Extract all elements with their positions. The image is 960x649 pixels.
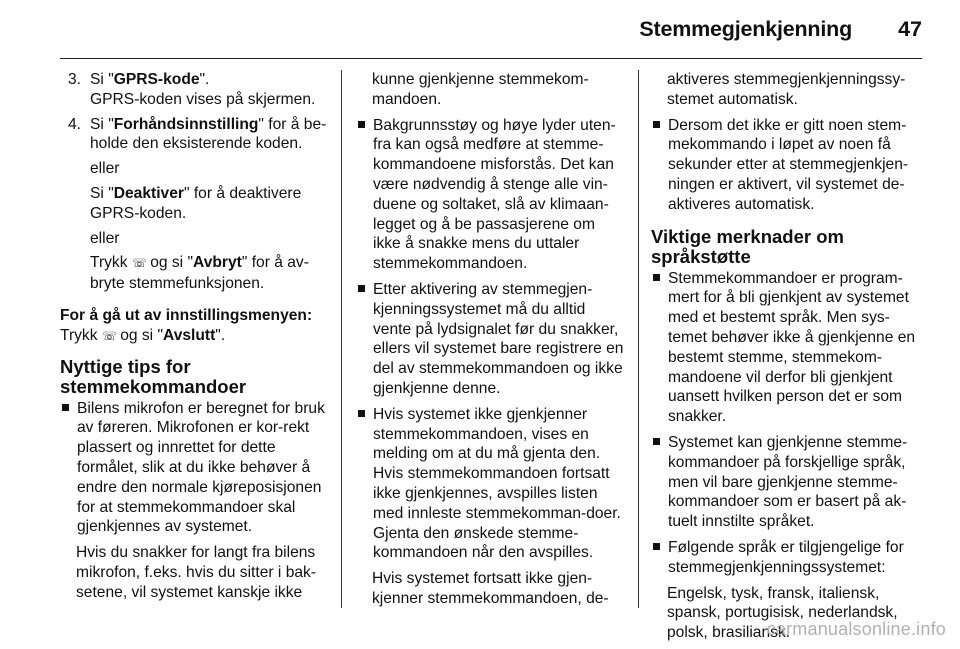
bullet-text: Dersom det ikke er gitt noen stem-mekommando i løpet av noen få sekunder etter at stemmegjenkjen-ningen er aktivert, vil systemet de-aktiveres automatisk. bbox=[668, 116, 909, 213]
step-number: 4. bbox=[68, 115, 82, 133]
square-bullet-icon bbox=[651, 269, 668, 427]
menu-term: GPRS-kode bbox=[113, 71, 200, 88]
section-heading-language bbox=[651, 227, 926, 267]
list-item bbox=[651, 433, 926, 532]
step-3 bbox=[60, 70, 330, 90]
heading-line: språkstøtte bbox=[651, 245, 751, 267]
text: Si " bbox=[90, 184, 114, 202]
square-bullet-icon bbox=[651, 538, 668, 578]
text: ". bbox=[199, 71, 210, 88]
list-item bbox=[356, 116, 626, 274]
step-4 bbox=[60, 115, 330, 155]
bullet-text: Systemet kan gjenkjenne stemme-kommandoer på forskjellige språk, men vil bare gjenkjenne stemme-kommandoer som er basert på ak-tuelt innstilte språket. bbox=[668, 433, 908, 531]
square-bullet-icon bbox=[356, 116, 373, 274]
exit-heading: For å gå ut av innstillingsmenyen: bbox=[60, 306, 313, 324]
square-bullet-icon bbox=[651, 433, 668, 532]
text: Trykk bbox=[90, 254, 132, 272]
phone-hook-icon: ☏ bbox=[101, 328, 117, 343]
text: og si " bbox=[115, 326, 164, 344]
text: " for å deaktivere GPRS-koden. bbox=[90, 184, 302, 222]
square-bullet-icon bbox=[356, 405, 373, 563]
header-divider bbox=[60, 58, 922, 59]
list-item bbox=[651, 269, 926, 427]
heading-line: stemmekommandoer bbox=[60, 375, 247, 397]
heading-line: Nyttige tips for bbox=[60, 355, 191, 377]
text: ". bbox=[215, 326, 226, 344]
heading-line: Viktige merknader om bbox=[651, 225, 844, 247]
column-1 bbox=[60, 70, 330, 609]
exit-instruction bbox=[60, 326, 330, 347]
text: " for å be-holde den eksisterende koden. bbox=[90, 115, 327, 153]
menu-term: Deaktiver bbox=[113, 184, 184, 202]
phone-hook-icon: ☏ bbox=[131, 256, 147, 271]
column-divider-1 bbox=[341, 70, 342, 608]
text: Si " bbox=[90, 71, 114, 88]
or-text: eller bbox=[90, 229, 120, 247]
page-header bbox=[0, 0, 960, 62]
page-title: Stemmegjenkjenning bbox=[639, 17, 852, 41]
cancel-instruction bbox=[60, 253, 330, 294]
list-item bbox=[60, 399, 330, 538]
text: Trykk bbox=[60, 326, 102, 344]
bullet-text: Etter aktivering av stemmegjen-kjenningssystemet må du alltid vente på lydsignalet før du snakker, ellers vil systemet bare registrere en del av stemmekommandoen og ikke gjenkjenne denne. bbox=[373, 280, 624, 397]
step-text bbox=[90, 70, 209, 90]
step-text bbox=[90, 115, 330, 155]
menu-term: Avslutt bbox=[163, 326, 216, 344]
column-divider-2 bbox=[638, 70, 639, 608]
deactivate-instruction bbox=[60, 184, 330, 224]
list-item bbox=[651, 116, 926, 215]
square-bullet-icon bbox=[60, 399, 77, 538]
bullet-text: Følgende språk er tilgjengelige for stemmegjenkjenningssystemet: bbox=[668, 538, 904, 576]
text: og si " bbox=[145, 254, 194, 272]
column-3 bbox=[651, 70, 926, 649]
square-bullet-icon bbox=[356, 280, 373, 399]
page-number: 47 bbox=[898, 17, 922, 41]
bullet-text: Bilens mikrofon er beregnet for bruk av føreren. Mikrofonen er kor-rekt plassert og innrettet for dette formålet, slik at du ikke behøver å endre den normale kjøreposisjonen for at stemmekommandoer skal gjenkjennes av systemet. bbox=[77, 399, 325, 536]
or-text: eller bbox=[90, 160, 120, 178]
menu-term: Forhåndsinnstilling bbox=[113, 115, 259, 133]
square-bullet-icon bbox=[651, 116, 668, 215]
paragraph: Engelsk, tysk, fransk, italiensk, spansk, portugisisk, nederlandsk, polsk, brasiliansk. bbox=[667, 584, 898, 642]
paragraph: kunne gjenkjenne stemmekom-mandoen. bbox=[372, 71, 589, 108]
menu-term: Avbryt bbox=[193, 254, 242, 272]
bullet-text: Hvis systemet ikke gjenkjenner stemmekommandoen, vises en melding om at du må gjenta den. Hvis stemmekommandoen fortsatt ikke gjenkjennes, avspilles listen med innleste stemmekomman-doer. Gjenta den ønskede stemme-kommandoen når den avspilles. bbox=[373, 405, 621, 562]
step-3-result: GPRS-koden vises på skjermen. bbox=[90, 90, 316, 108]
paragraph: aktiveres stemmegjenkjenningssy-stemet automatisk. bbox=[667, 71, 906, 108]
section-heading-tips bbox=[60, 357, 330, 397]
watermark: carmanualsonline.info bbox=[766, 619, 946, 639]
step-number: 3. bbox=[68, 71, 82, 88]
list-item bbox=[651, 538, 926, 578]
column-2 bbox=[356, 70, 626, 615]
paragraph: Hvis du snakker for langt fra bilens mikrofon, f.eks. hvis du sitter i bak-setene, vil systemet kanskje ikke bbox=[76, 544, 317, 601]
list-item bbox=[356, 280, 626, 399]
paragraph: Hvis systemet fortsatt ikke gjen-kjenner stemmekommandoen, de- bbox=[372, 570, 609, 607]
text: Si " bbox=[90, 115, 114, 133]
list-item bbox=[356, 405, 626, 563]
text: " for å av-bryte stemmefunksjonen. bbox=[90, 254, 309, 293]
bullet-text: Stemmekommandoer er program-mert for å bli gjenkjent av systemet med et bestemt språk. Men sys-temet behøver ikke å gjenkjenne en bestemt stemme, stemmekom-mandoene vil derfor bli gjenkjent uansett hvilken person det er som snakker. bbox=[668, 269, 916, 426]
bullet-text: Bakgrunnsstøy og høye lyder uten-fra kan også medføre at stemme-kommandoene misforstås. Det kan være nødvendig å stenge alle vin-duene og soltaket, slå av klimaan-legget og å be passasjerene om ikke å snakke mens du uttaler stemmekommandoen. bbox=[373, 116, 616, 273]
